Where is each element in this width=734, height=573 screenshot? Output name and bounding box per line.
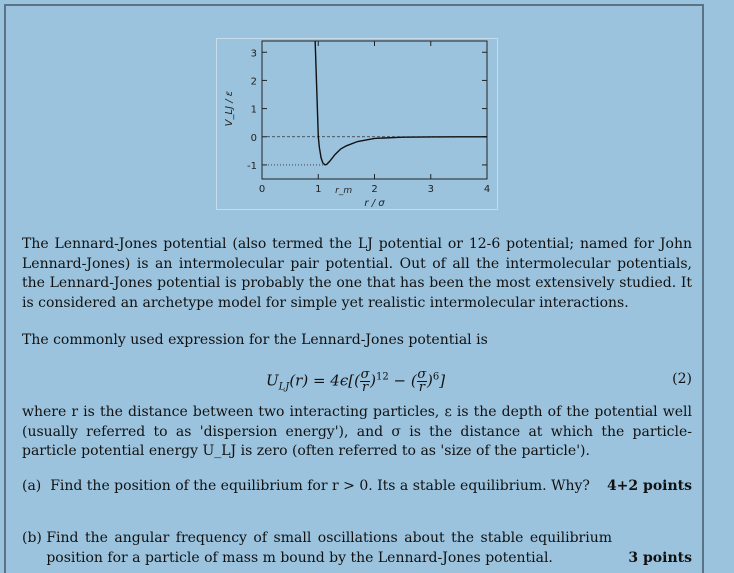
lj-potential-figure [216,38,498,210]
lj-potential-chart [217,39,497,209]
question-b [22,529,692,568]
question-a [22,477,692,497]
lj-potential-curve [315,41,487,165]
equation-number: (2) [672,371,692,387]
x-tick-label: 2 [371,184,378,195]
plot-frame [262,41,487,179]
question-a-label: (a) [22,478,42,494]
y-tick-label: 1 [250,104,257,116]
question-a-points: 4+2 points [606,478,692,494]
question-b-text: Find the angular frequency of small oscillations about the stable equilibrium position for a particle of mass m bound by the Lennard-Jones potential. [46,530,612,566]
y-tick-label: 0 [250,132,257,144]
equation: $U_{LJ}(r) = 4\epsilon[(\sigma$ r )$^{12}$ − (σ r )$^6$] [266,367,446,395]
rm-annotation: r_m [335,186,353,196]
document-page [4,4,704,573]
y-tick-label: 2 [250,76,257,88]
x-tick-label: 3 [427,184,434,195]
definition-paragraph: where r is the distance between two interacting particles, ε is the depth of the potential well (usually referred to as 'dispersion energy'), and σ is the distance at which the particle-particle potential energy U_LJ is zero (often referred to as 'size of the particle'). [22,404,692,459]
x-tick-label: 1 [315,184,322,195]
x-axis-label: r / σ [364,198,385,209]
y-axis-label: V_LJ / ε [224,90,235,127]
expression-lead: The commonly used expression for the Lennard-Jones potential is [22,332,488,348]
intro-paragraph: The Lennard-Jones potential (also termed the LJ potential or 12-6 potential; named for John Lennard-Jones) is an intermolecular pair potential. Out of all the intermolecular potentials, the Lennard-Jones potential is probably the one that has been the most extensively studied. It is considered an archetype model for simple yet realistic intermolecular interactions. [22,236,692,311]
x-tick-label: 4 [483,184,491,195]
question-a-text: Find the position of the equilibrium for r > 0. Its a stable equilibrium. Why? [50,478,590,494]
y-tick-label: -1 [247,160,257,172]
x-tick-label: 0 [258,184,266,195]
y-tick-label: 3 [250,48,257,60]
question-b-points: 3 points [628,549,692,566]
question-b-label: (b) [22,530,42,546]
equation-block [22,363,692,393]
